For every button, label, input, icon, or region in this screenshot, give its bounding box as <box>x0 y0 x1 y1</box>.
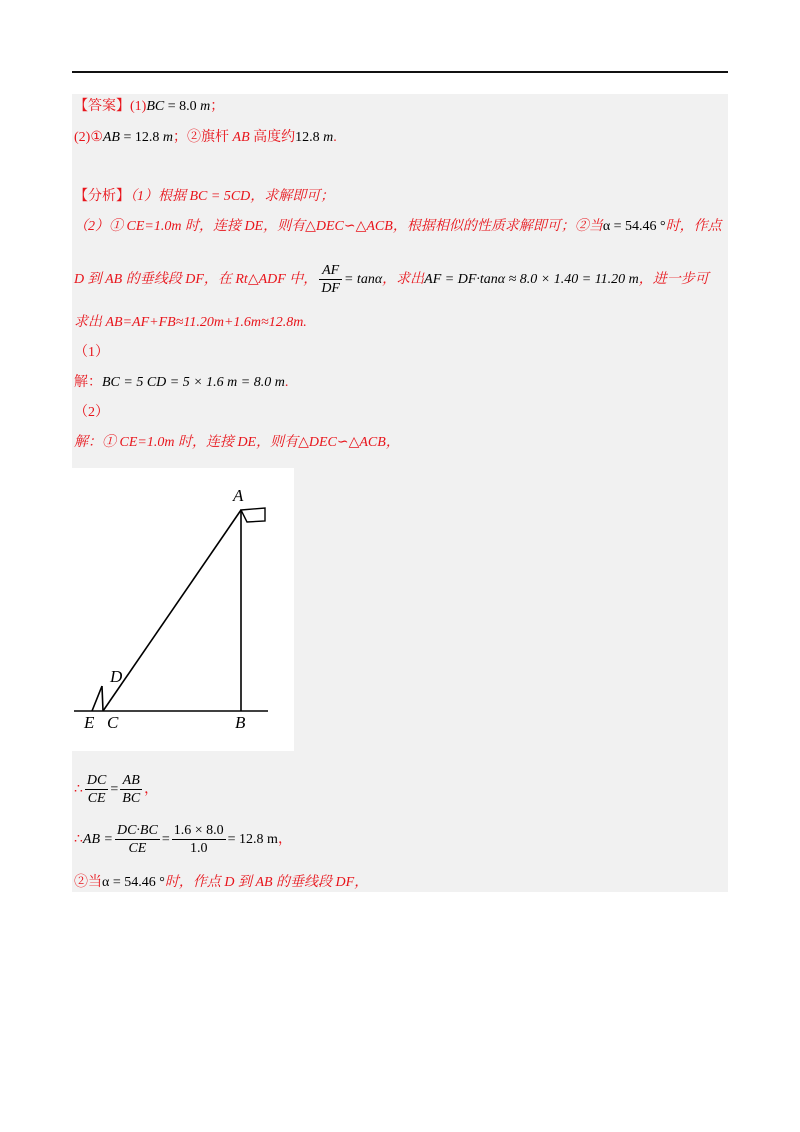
header-rule <box>72 71 728 73</box>
label-d: D <box>110 667 123 686</box>
analysis-line-1: 【分析】（1）根据 BC = 5CD，求解即可； <box>74 189 335 204</box>
line-ed <box>92 686 102 711</box>
fraction-dc-ce: $\frac{DC}{CE}$ <box>86 773 107 807</box>
therefore-symbol: ∴ <box>74 782 83 797</box>
label-a: A <box>233 486 244 505</box>
part1-solution: 解：BC = 5 CD = 5 × 1.6 m = 8.0 m. <box>74 375 289 390</box>
fraction-af-df: $\frac{AF}{DF}$ <box>321 263 340 297</box>
label-e: E <box>84 713 95 732</box>
geometry-figure <box>72 468 294 751</box>
analysis-line-4: 求出 AB=AF+FB≈11.20m+1.6m≈12.8m. <box>74 315 307 330</box>
label-b: B <box>235 713 246 732</box>
answer-line-2: (2)①AB = 12.8 m；②旗杆 AB 高度约12.8 m. <box>74 130 337 145</box>
shadow-line-ac <box>103 510 241 711</box>
analysis-line-3: D 到 AB 的垂线段 DF，在 Rt△ADF 中， $\frac{AF}{DF}$ = tanα，求出AF = DF·tanα ≈ 8.0 × 1.40 = 11.20 m，进一步可 <box>74 263 709 297</box>
ab-computation-line: ∴AB = $\frac{DC\cdot BC}{CE}$ = $\frac{1.6 \times 8.0}{1.0}$ = 12.8 m， <box>74 823 292 857</box>
ratio-line: ∴ $\frac{DC}{CE}$ = $\frac{AB}{BC}$ ， <box>74 773 159 807</box>
part1-label: （1） <box>74 345 109 360</box>
part2-label: （2） <box>74 405 109 420</box>
step2-line: ②当α = 54.46 °时，作点 D 到 AB 的垂线段 DF， <box>74 875 369 890</box>
flag-shape <box>241 508 265 522</box>
line-dc <box>102 686 103 711</box>
analysis-tag: 【分析】 <box>74 189 130 204</box>
fraction-numeric: $\frac{1.6 \times 8.0}{1.0}$ <box>173 823 224 857</box>
flagpole-diagram <box>72 468 294 751</box>
answer-tag: 【答案】 <box>74 99 130 114</box>
fraction-ab-bc: $\frac{AB}{BC}$ <box>122 773 141 807</box>
analysis-line-2: （2）① CE=1.0m 时，连接 DE，则有△DEC∽△ACB，根据相似的性质求解即可；②当α = 54.46 °时，作点 <box>74 219 722 234</box>
answer-line-1: 【答案】(1)BC = 8.0 m； <box>74 99 225 114</box>
fraction-dcbc-ce: $\frac{DC\cdot BC}{CE}$ <box>116 823 158 857</box>
label-c: C <box>107 713 119 732</box>
part2-intro: 解：① CE=1.0m 时，连接 DE，则有△DEC∽△ACB， <box>74 435 400 450</box>
